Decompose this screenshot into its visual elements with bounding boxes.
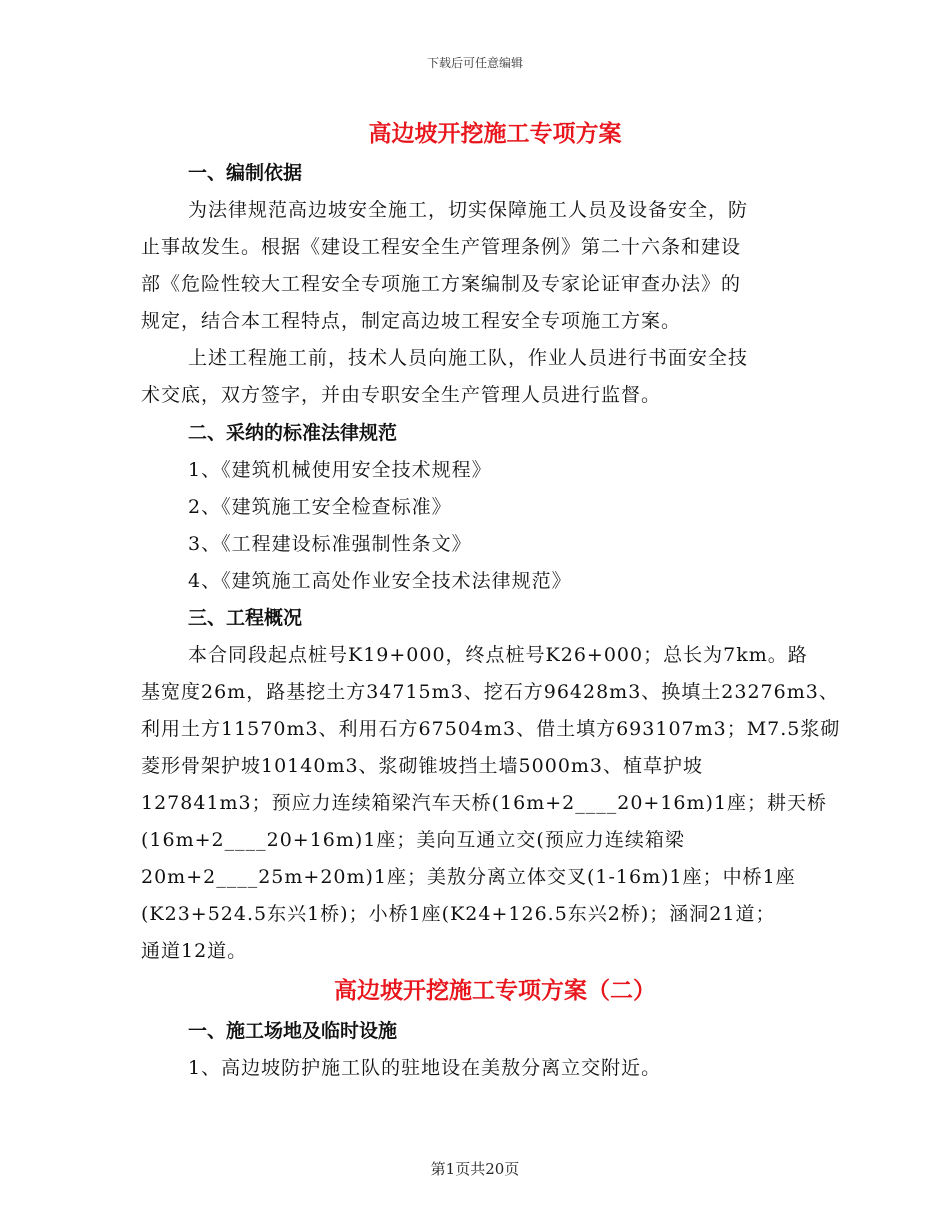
list-item: 1、高边坡防护施工队的驻地设在美敖分离立交附近。 [188,1057,662,1079]
list-item: 1、《建筑机械使用安全技术规程》 [188,459,492,481]
paragraph-line: 为法律规范高边坡安全施工，切实保障施工人员及设备安全，防 [188,199,749,221]
paragraph-line: 20m+2____25m+20m)1座；美敖分离立体交叉(1-16m)1座；中桥1座 [141,866,796,888]
paragraph-line: 127841m3；预应力连续箱梁汽车天桥(16m+2____20+16m)1座；耕天桥 [141,792,828,814]
page-header: 下载后可任意编辑 [426,56,523,70]
list-item: 4、《建筑施工高处作业安全技术法律规范》 [188,570,572,592]
paragraph-line: 规定，结合本工程特点，制定高边坡工程安全专项施工方案。 [141,310,682,332]
paragraph-line: 本合同段起点桩号K19+000，终点桩号K26+000；总长为7km。路 [188,644,808,666]
section-heading-site: 一、施工场地及临时设施 [188,1020,398,1042]
list-item: 3、《工程建设标准强制性条文》 [188,533,472,555]
paragraph-line: 基宽度26m，路基挖土方34715m3、挖石方96428m3、换填土23276m3、 [141,681,839,703]
paragraph-line: 上述工程施工前，技术人员向施工队，作业人员进行书面安全技 [188,347,749,369]
document-title-part-two: 高边坡开挖施工专项方案（二） [334,977,656,1004]
paragraph-line: 部《危险性较大工程安全专项施工方案编制及专家论证审查办法》的 [141,273,742,295]
section-heading-basis: 一、编制依据 [188,162,303,184]
paragraph-line: 利用土方11570m3、利用石方67504m3、借土填方693107m3；M7.5浆砌 [141,718,841,740]
section-heading-standards: 二、采纳的标准法律规范 [188,422,398,444]
paragraph-line: 通道12道。 [141,940,248,962]
paragraph-line: (16m+2____20+16m)1座；美向互通立交(预应力连续箱梁 [141,829,685,851]
page-footer: 第1页共20页 [430,1160,520,1178]
list-item: 2、《建筑施工安全检查标准》 [188,496,452,518]
paragraph-line: 止事故发生。根据《建设工程安全生产管理条例》第二十六条和建设 [141,236,742,258]
paragraph-line: 菱形骨架护坡10140m3、浆砌锥坡挡土墙5000m3、植草护坡 [141,755,704,777]
document-title: 高边坡开挖施工专项方案 [368,120,622,147]
paragraph-line: (K23+524.5东兴1桥)；小桥1座(K24+126.5东兴2桥)；涵洞21道； [141,903,776,925]
paragraph-line: 术交底，双方签字，并由专职安全生产管理人员进行监督。 [141,384,662,406]
section-heading-overview: 三、工程概况 [188,607,303,629]
